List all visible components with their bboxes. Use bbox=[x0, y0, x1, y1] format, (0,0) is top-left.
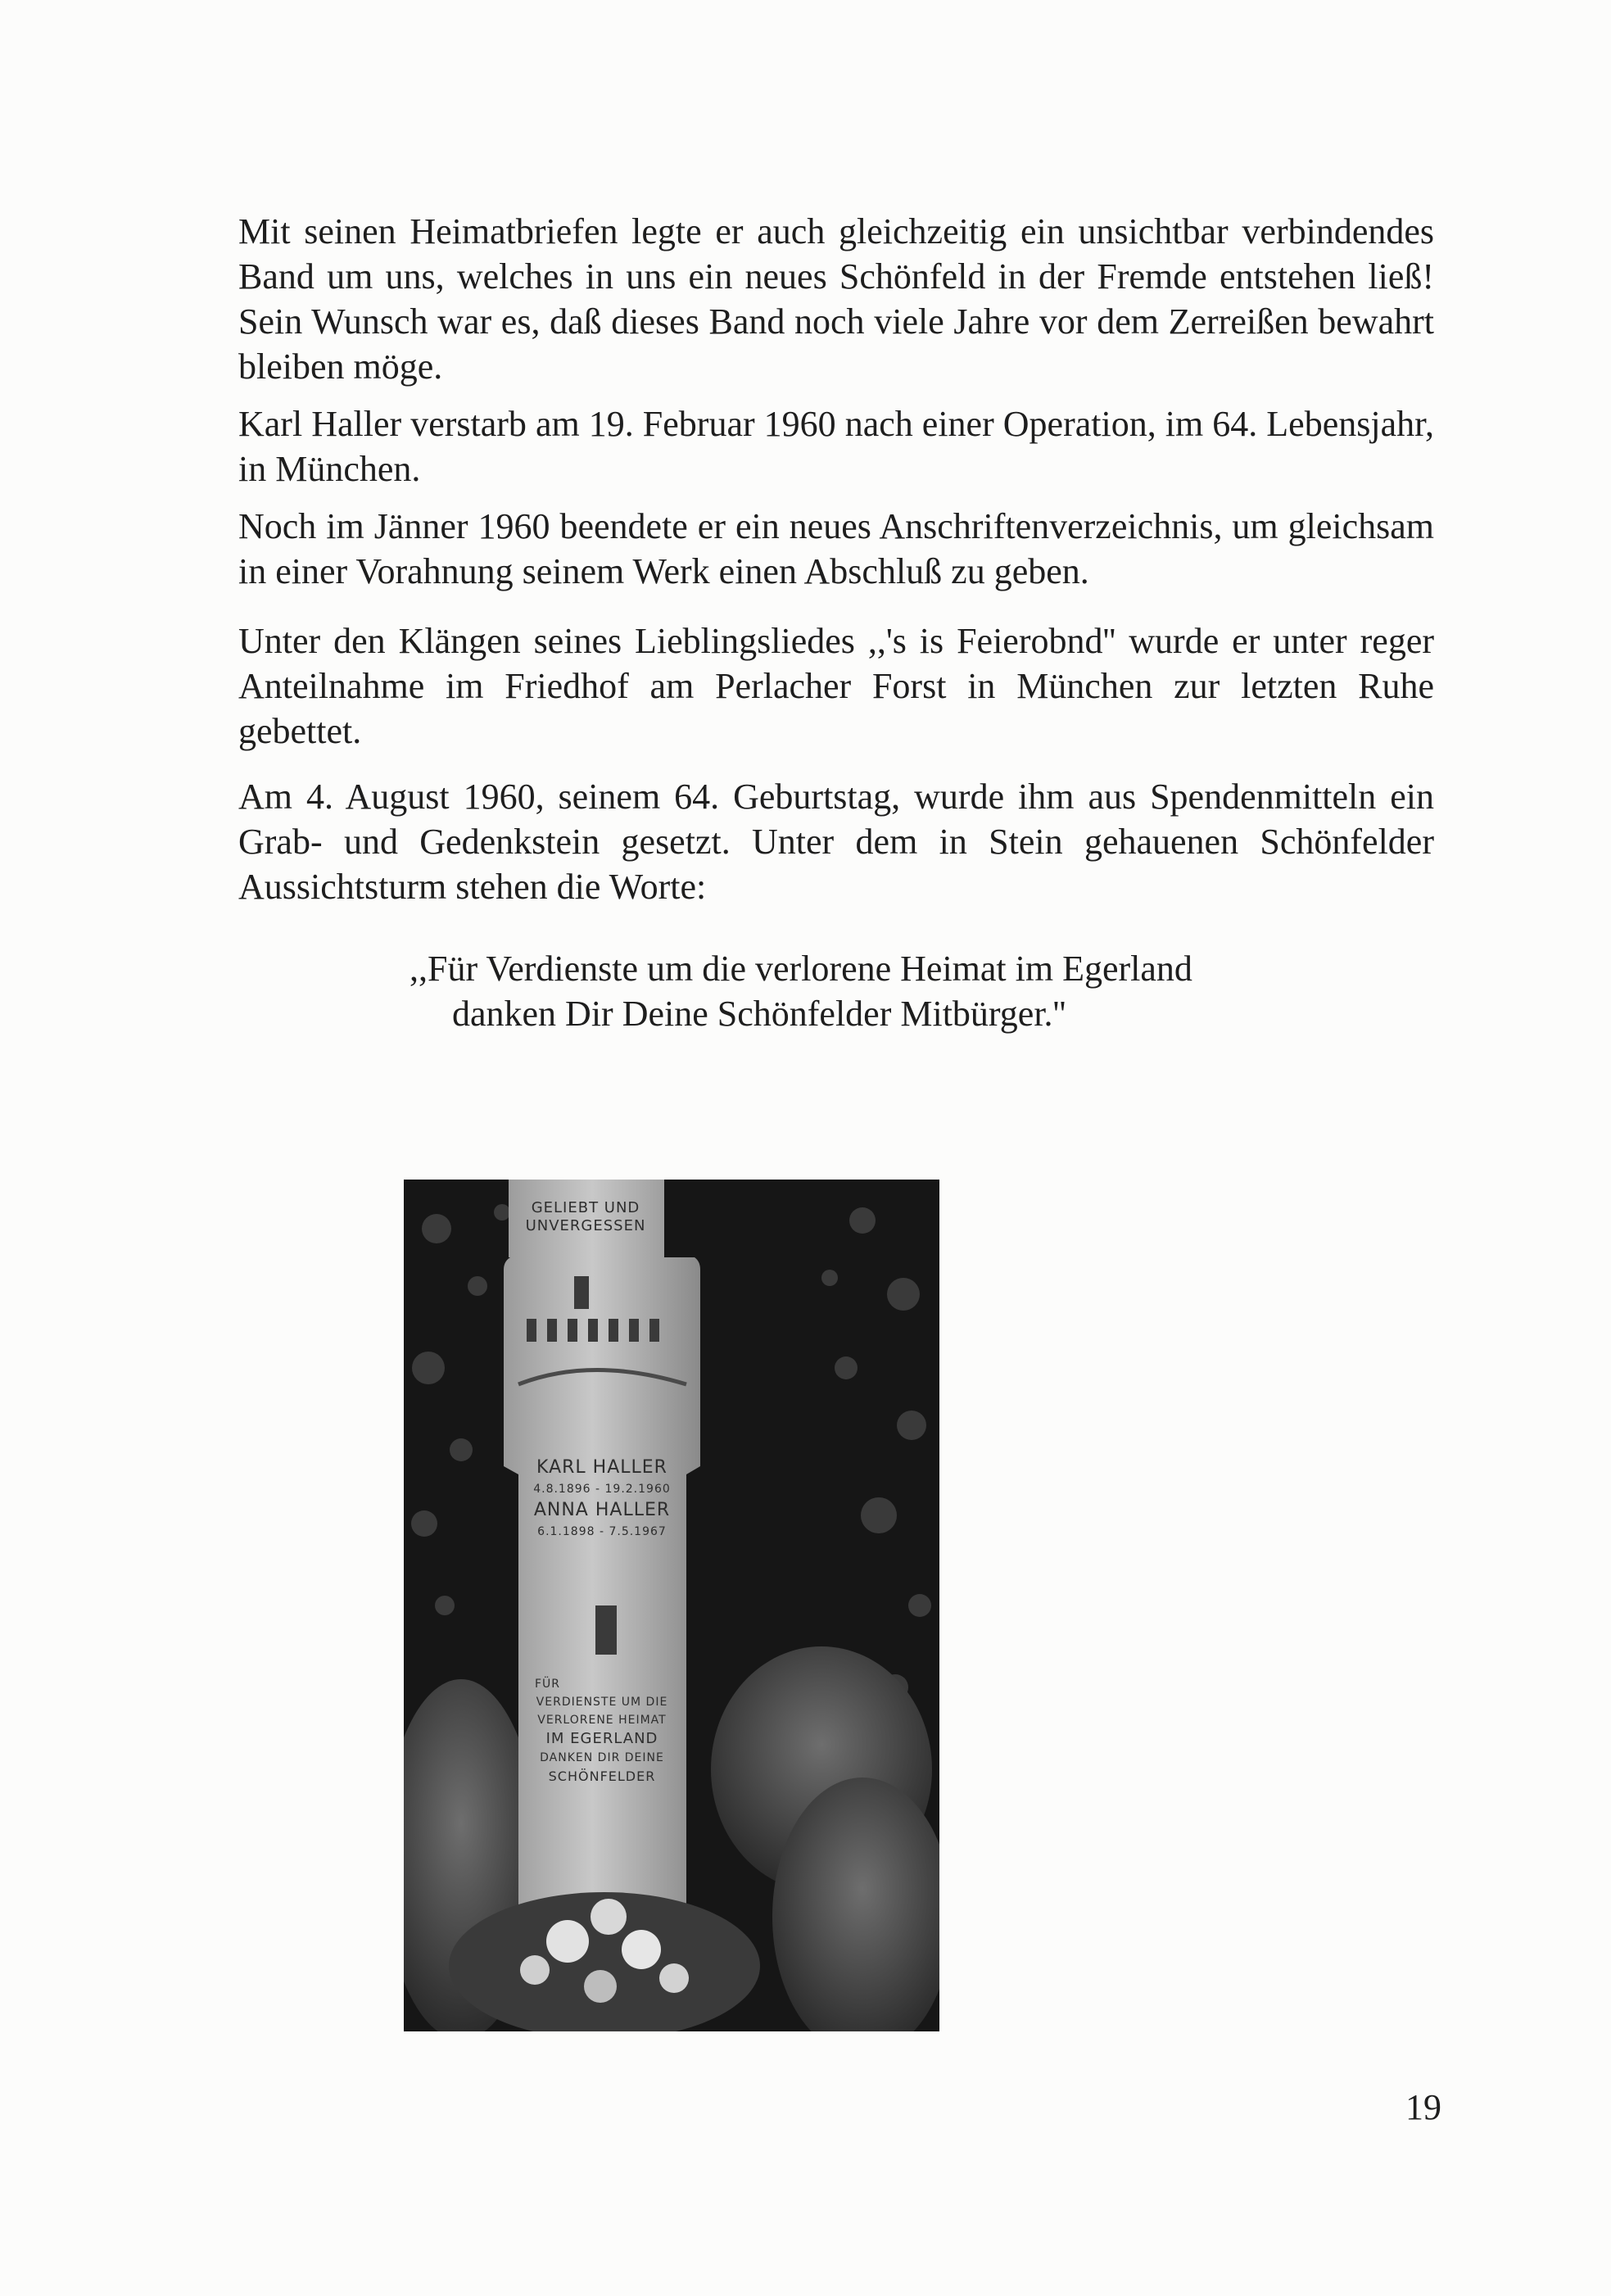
paragraph-3: Noch im Jänner 1960 beendete er ein neues Anschriftenverzeichnis, um gleichsam in einer Vorahnung seinem Werk einen Abschluß zu geben. bbox=[238, 506, 1434, 591]
inscription-quote bbox=[410, 946, 1392, 1036]
inscription-date-1: 4.8.1896 - 19.2.1960 bbox=[533, 1483, 671, 1496]
inscription-ded-6: SCHÖNFELDER bbox=[548, 1768, 656, 1784]
inscription-ded-4: IM EGERLAND bbox=[545, 1730, 658, 1747]
paragraph-1: Mit seinen Heimatbriefen legte er auch gleichzeitig ein unsichtbar verbindendes Band um uns, welches in uns ein neues Schönfeld in der Fremde entstehen ließ! Sein Wunsch war es, daß dieses Band noch viele Jahre vor dem Zerreißen bewahrt bleiben möge. bbox=[238, 211, 1434, 387]
inscription-top-1: GELIEBT UND bbox=[531, 1199, 640, 1216]
gravestone-photo bbox=[404, 1180, 939, 2031]
page-number: 19 bbox=[1405, 2087, 1441, 2127]
paragraph-2: Karl Haller verstarb am 19. Februar 1960 nach einer Operation, im 64. Lebensjahr, in München. bbox=[238, 404, 1434, 489]
inscription-name-1: KARL HALLER bbox=[536, 1457, 667, 1478]
inscription-ded-1: FÜR bbox=[535, 1678, 561, 1691]
inscription-ded-5: DANKEN DIR DEINE bbox=[540, 1751, 664, 1764]
inscription-date-2: 6.1.1898 - 7.5.1967 bbox=[537, 1525, 667, 1538]
quote-line-2: danken Dir Deine Schönfelder Mitbürger.'' bbox=[452, 994, 1066, 1034]
paragraph-4: Unter den Klängen seines Lieblingsliedes ,,'s is Feierobnd'' wurde er unter reger Anteilnahme im Friedhof am Perlacher Forst in München zur letzten Ruhe gebettet. bbox=[238, 621, 1434, 751]
quote-line-1: ,,Für Verdienste um die verlorene Heimat im Egerland bbox=[410, 949, 1192, 989]
inscription-top-2: UNVERGESSEN bbox=[525, 1217, 646, 1234]
inscription-ded-3: VERLORENE HEIMAT bbox=[537, 1714, 667, 1727]
inscription-name-2: ANNA HALLER bbox=[533, 1500, 671, 1520]
paragraph-5: Am 4. August 1960, seinem 64. Geburtstag, wurde ihm aus Spendenmitteln ein Grab- und Gedenkstein gesetzt. Unter dem in Stein gehauenen Schönfelder Aussichtsturm stehen die Worte: bbox=[238, 777, 1434, 907]
inscription-ded-2: VERDIENSTE UM DIE bbox=[536, 1696, 668, 1709]
